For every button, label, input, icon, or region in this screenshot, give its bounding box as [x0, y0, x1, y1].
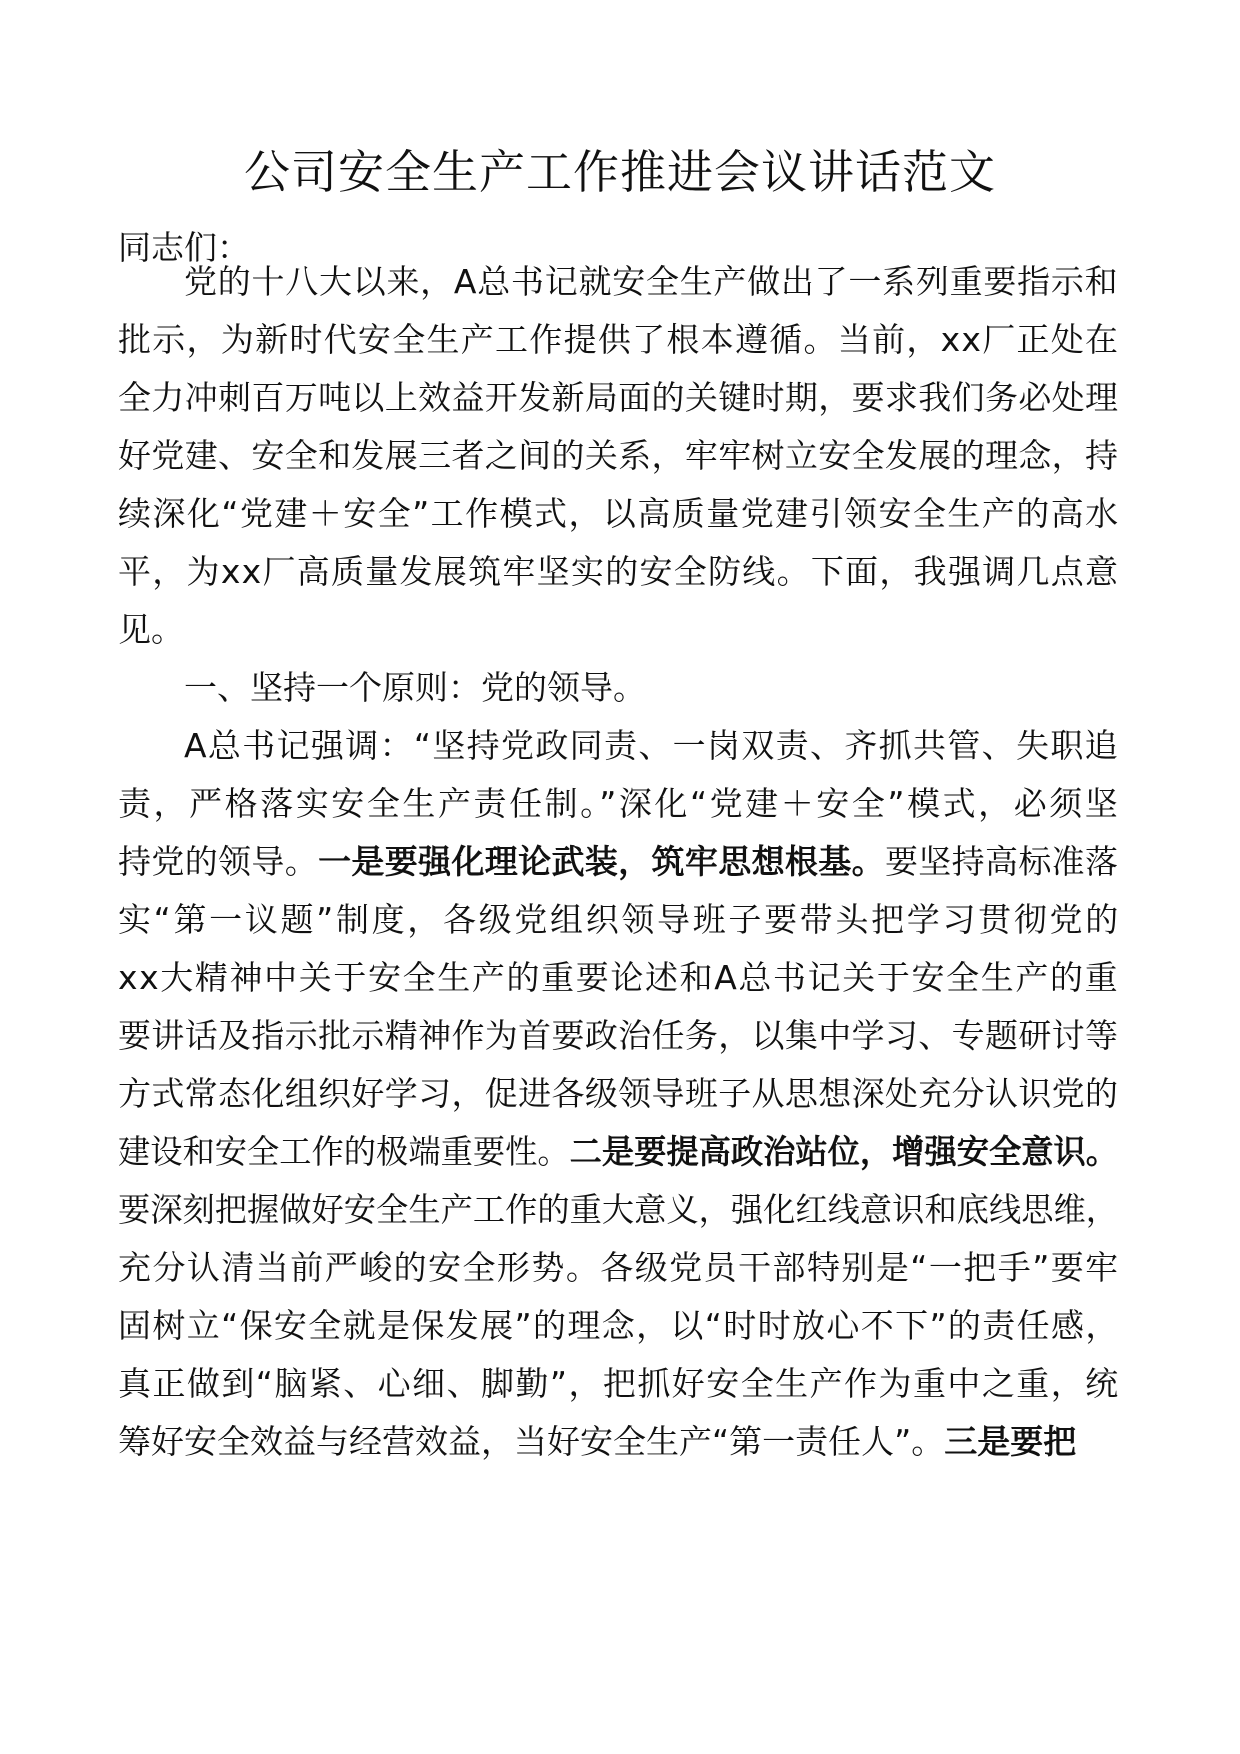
text-segment: 要坚持高标准落: [884, 842, 1119, 881]
text-line: [118, 1236, 1120, 1300]
text-segment: 见。: [118, 610, 184, 649]
text-line: [184, 656, 646, 720]
text-segment: 充分认清当前严峻的安全形势。各级党员干部特别是“一把手”要牢: [118, 1248, 1120, 1287]
text-line: [118, 1294, 1120, 1358]
text-segment: 要深刻把握做好安全生产工作的重大意义，强化红线意识和底线思维，: [118, 1190, 1118, 1229]
bold-phrase: 二是要提高政治站位，增强安全意识。: [569, 1132, 1118, 1171]
text-segment: 方式常态化组织好学习，促进各级领导班子从思想深处充分认识党的: [118, 1074, 1119, 1113]
text-line: [118, 1178, 1118, 1242]
text-line: [118, 1410, 1076, 1474]
text-line: [118, 1004, 1118, 1068]
text-line: [118, 1062, 1118, 1126]
text-line: [118, 1352, 1120, 1416]
text-segment: A总书记强调：“坚持党政同责、一岗双责、齐抓共管、失职追: [184, 726, 1119, 765]
text-segment: 批示，为新时代安全生产工作提供了根本遵循。当前，xx厂正处在: [118, 320, 1120, 359]
text-line: [118, 946, 1119, 1010]
text-line: [118, 308, 1119, 372]
document-title: 公司安全生产工作推进会议讲话范文: [244, 145, 996, 199]
text-line: [118, 830, 1118, 894]
text-segment: 建设和安全工作的极端重要性。: [118, 1132, 570, 1171]
text-line: [118, 1120, 1118, 1184]
text-segment: 固树立“保安全就是保发展”的理念，以“时时放心不下”的责任感，: [118, 1306, 1120, 1345]
text-segment: 实“第一议题”制度，各级党组织领导班子要带头把学习贯彻党的: [118, 900, 1121, 939]
text-segment: 要讲话及指示批示精神作为首要政治任务，以集中学习、专题研讨等: [118, 1016, 1119, 1055]
text-line: [118, 598, 184, 662]
salutation: 同志们：: [118, 228, 250, 267]
text-line: [184, 714, 1119, 778]
text-segment: 平，为xx厂高质量发展筑牢坚实的安全防线。下面，我强调几点意: [118, 552, 1120, 591]
text-segment: 责，严格落实安全生产责任制。”深化“党建＋安全”模式，必须坚: [118, 784, 1121, 823]
text-line: [118, 772, 1120, 836]
text-segment: xx大精神中关于安全生产的重要论述和A总书记关于安全生产的重: [118, 958, 1120, 997]
text-line: [118, 366, 1118, 430]
text-line: [118, 482, 1120, 546]
text-segment: 一、坚持一个原则：党的领导。: [184, 668, 646, 707]
text-line: [118, 424, 1118, 488]
text-segment: 好党建、安全和发展三者之间的关系，牢牢树立安全发展的理念，持: [118, 436, 1119, 475]
bold-phrase: 一是要强化理论武装，筑牢思想根基。: [318, 842, 885, 881]
text-line: [118, 888, 1121, 952]
text-segment: 真正做到“脑紧、心细、脚勤”，把抓好安全生产作为重中之重，统: [118, 1364, 1120, 1403]
text-segment: 筹好安全效益与经营效益，当好安全生产“第一责任人”。: [118, 1422, 945, 1461]
text-line: [118, 540, 1119, 604]
text-segment: 续深化“党建＋安全”工作模式，以高质量党建引领安全生产的高水: [118, 494, 1120, 533]
text-line: [184, 250, 1118, 314]
text-segment: 持党的领导。: [118, 842, 319, 881]
text-segment: 全力冲刺百万吨以上效益开发新局面的关键时期，要求我们务必处理: [118, 378, 1119, 417]
text-segment: 党的十八大以来，A总书记就安全生产做出了一系列重要指示和: [184, 262, 1119, 301]
bold-phrase: 三是要把: [944, 1422, 1077, 1461]
